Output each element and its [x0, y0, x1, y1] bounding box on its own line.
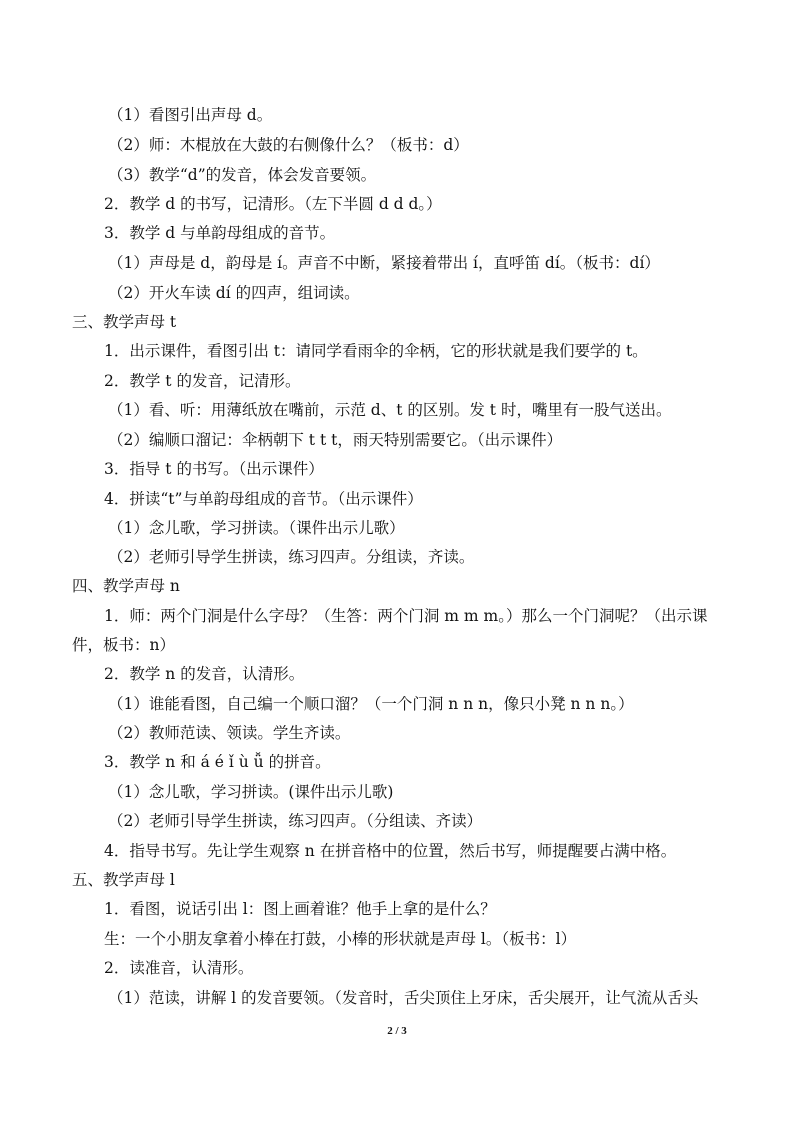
section-heading: 五、教学声母 l — [72, 871, 175, 889]
text-line: （1）看图引出声母 d。 — [108, 106, 273, 124]
text-line: （2）教师范读、领读。学生齐读。 — [108, 724, 351, 742]
text-line: 生：一个小朋友拿着小棒在打鼓，小棒的形状就是声母 l。（板书：l） — [104, 930, 577, 948]
text-line: （1）谁能看图，自己编一个顺口溜？（一个门洞 n n n，像只小凳 n n n。） — [108, 695, 634, 713]
section-heading: 四、教学声母 n — [72, 577, 180, 595]
text-line: 2．教学 t 的发音，记清形。 — [104, 372, 301, 390]
text-line: （3）教学“d”的发音，体会发音要领。 — [108, 166, 377, 184]
text-line: 件，板书：n） — [72, 636, 175, 654]
text-line: （2）开火车读 dí 的四声，组词读。 — [108, 284, 360, 302]
text-line: 1．师：两个门洞是什么字母？（生答：两个门洞 m m m。）那么一个门洞呢？（出示课 — [104, 607, 708, 625]
text-line: 4．拼读“t”与单韵母组成的音节。（出示课件） — [104, 490, 423, 508]
text-line: 3．指导 t 的书写。（出示课件） — [104, 460, 324, 478]
text-line: （1）念儿歌，学习拼读。（课件出示儿歌） — [108, 519, 405, 537]
text-line: 3．教学 d 与单韵母组成的音节。 — [104, 224, 336, 242]
text-line: （1）念儿歌，学习拼读。(课件出示儿歌) — [108, 783, 394, 801]
text-line: 2．教学 n 的发音，认清形。 — [104, 665, 305, 683]
page-number: 2 / 3 — [387, 1025, 407, 1037]
text-line: （1）看、听：用薄纸放在嘴前，示范 d、t 的区别。发 t 时，嘴里有一股气送出。 — [108, 401, 672, 419]
text-line: （1）范读，讲解 l 的发音要领。（发音时，舌尖顶住上牙床，舌尖展开，让气流从舌头 — [108, 989, 699, 1007]
text-line: 3．教学 n 和 á é ǐ ù ǚ 的拼音。 — [104, 753, 331, 771]
text-line: （2）老师引导学生拼读，练习四声。（分组读、齐读） — [108, 812, 483, 830]
text-line: 1．看图，说话引出 l：图上画着谁？他手上拿的是什么？ — [104, 900, 496, 918]
text-line: 4．指导书写。先让学生观察 n 在拼音格中的位置，然后书写，师提醒要占满中格。 — [104, 842, 677, 860]
text-line: 2．教学 d 的书写，记清形。（左下半圆 d d d。） — [104, 195, 442, 213]
text-line: （2）编顺口溜记：伞柄朝下 t t t，雨天特别需要它。（出示课件） — [108, 431, 563, 449]
text-line: （1）声母是 d，韵母是 í。声音不中断，紧接着带出 í，直呼笛 dí。（板书：dí） — [108, 254, 660, 272]
text-line: （2）师：木棍放在大鼓的右侧像什么？（板书：d） — [108, 136, 469, 154]
text-line: 1．出示课件，看图引出 t：请同学看雨伞的伞柄，它的形状就是我们要学的 t。 — [104, 342, 648, 360]
section-heading: 三、教学声母 t — [72, 313, 177, 331]
text-line: 2．读准音，认清形。 — [104, 959, 254, 977]
text-line: （2）老师引导学生拼读，练习四声。分组读，齐读。 — [108, 548, 475, 566]
